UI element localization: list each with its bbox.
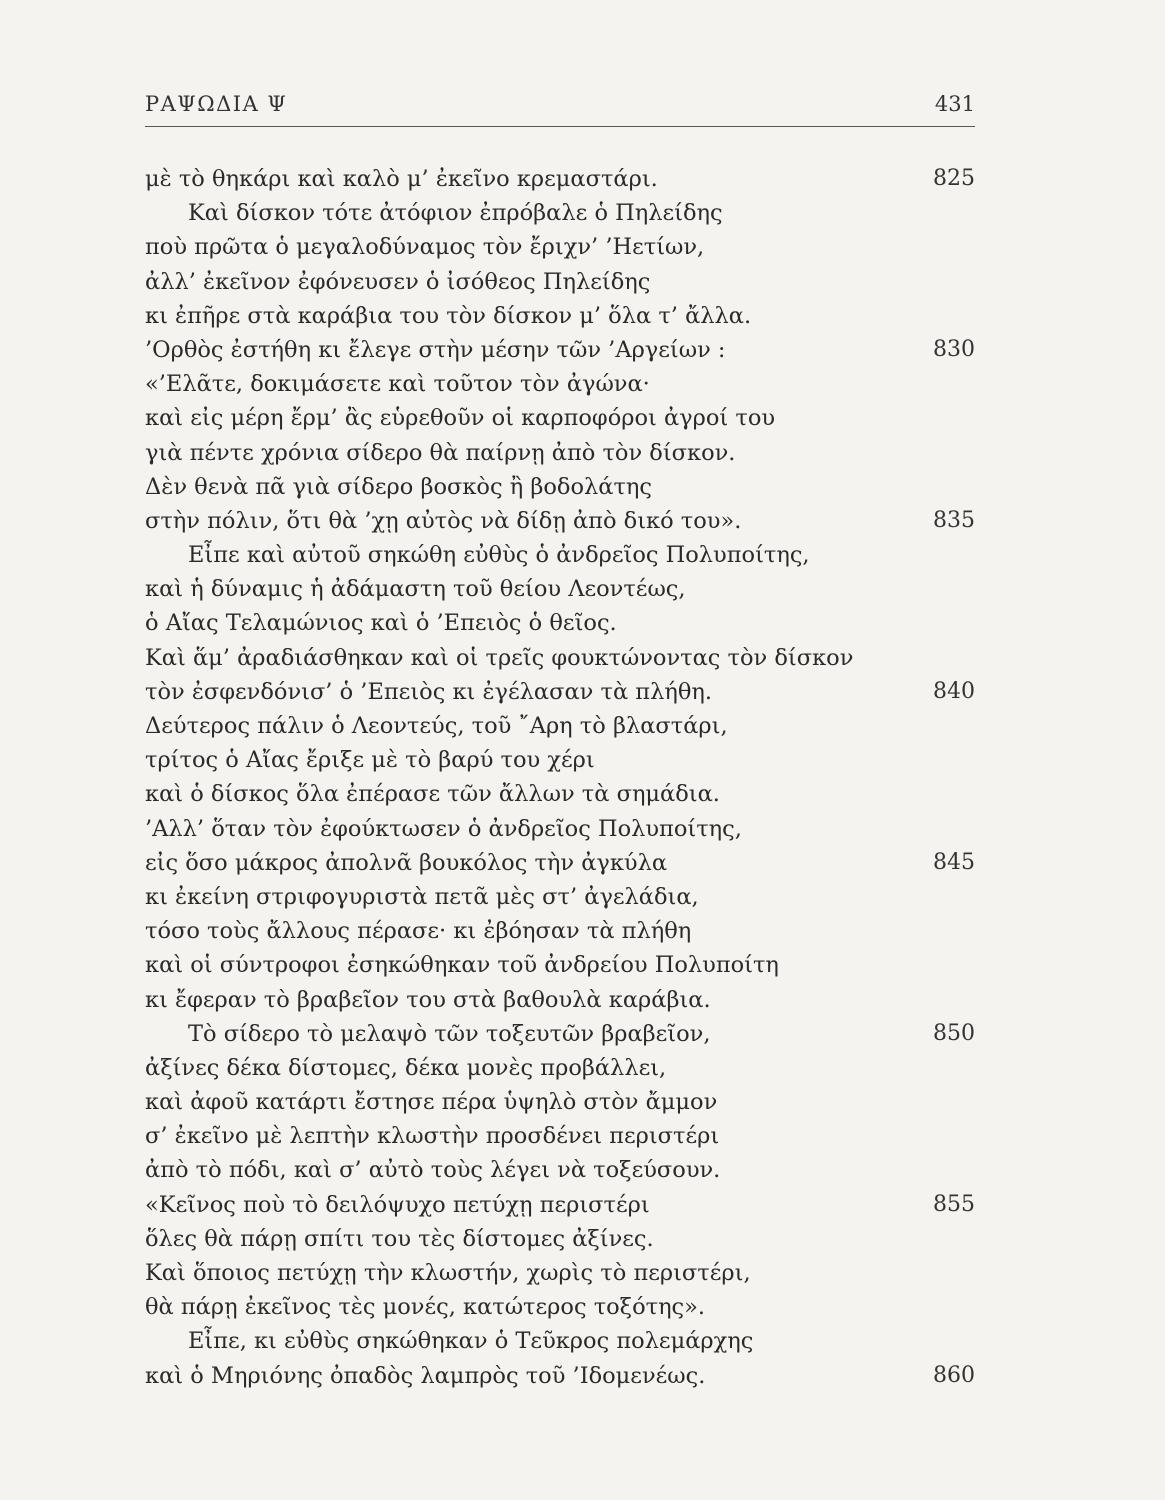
verse-line (145, 880, 975, 914)
verse-text: Τὸ σίδερο τὸ μελαψὸ τῶν τοξευτῶν βραβεῖον, (188, 1020, 711, 1047)
verse-text: τόσο τοὺς ἄλλους πέρασε· κι ἐβόησαν τὰ πλήθη (145, 918, 692, 945)
verse-text: καὶ οἱ σύντροφοι ἐσηκώθηκαν τοῦ ἀνδρείου Πολυποίτη (145, 952, 779, 979)
verse-text: ὅλες θὰ πάρῃ σπίτι του τὲς δίστομες ἀξίνες. (145, 1225, 654, 1252)
verse-line (145, 1085, 975, 1119)
verse-line (145, 1290, 975, 1324)
verse-line (145, 436, 975, 470)
verse-line (145, 538, 975, 572)
verse-line (145, 470, 975, 504)
verse-text: Δεύτερος πάλιν ὁ Λεοντεύς, τοῦ ῎Αρη τὸ βλαστάρι, (145, 713, 728, 739)
verse-text: ἀξίνες δέκα δίστομες, δέκα μονὲς προβάλλει, (145, 1054, 667, 1081)
verse-line (145, 606, 975, 640)
verse-line (145, 1222, 975, 1256)
verse-text: στὴν πόλιν, ὅτι θὰ ’χῃ αὐτὸς νὰ δίδῃ ἀπὸ δικό του». (145, 507, 742, 534)
verse-line (145, 299, 975, 333)
verse-line (145, 777, 975, 811)
line-number: 835 (933, 507, 975, 533)
verse-line (145, 504, 975, 538)
verse-line (145, 743, 975, 777)
verse-text: ποὺ πρῶτα ὁ μεγαλοδύναμος τὸν ἔριχν’ ’Ηετίων, (145, 234, 705, 261)
verse-line (145, 401, 975, 435)
verse-text: Εἶπε, κι εὐθὺς σηκώθηκαν ὁ Τεῦκρος πολεμάρχης (188, 1328, 754, 1355)
verse-text: Δὲν θενὰ πᾶ γιὰ σίδερο βοσκὸς ἢ βοδολάτης (145, 473, 652, 500)
verse-text: καὶ ὁ Μηριόνης ὀπαδὸς λαμπρὸς τοῦ ’Ιδομενέως. (145, 1362, 706, 1389)
line-number: 850 (933, 1020, 975, 1046)
verse-list (145, 162, 975, 1393)
verse-text: μὲ τὸ θηκάρι καὶ καλὸ μ’ ἐκεῖνο κρεμαστάρι. (145, 166, 658, 192)
verse-line (145, 846, 975, 880)
verse-text: καὶ ἡ δύναμις ἡ ἀδάμαστη τοῦ θείου Λεοντέως, (145, 576, 686, 603)
verse-text: ὁ Αἴας Τελαμώνιος καὶ ὁ ’Επειὸς ὁ θεῖος. (145, 610, 617, 637)
verse-line (145, 196, 975, 230)
chapter-title: ΡΑΨΩΔΙΑ Ψ (145, 92, 288, 116)
verse-line (145, 1324, 975, 1358)
verse-text: καὶ εἰς μέρη ἔρμ’ ἂς εὑρεθοῦν οἱ καρποφόροι ἀγροί του (145, 405, 776, 432)
verse-line (145, 812, 975, 846)
verse-line (145, 162, 975, 196)
verse-line (145, 1188, 975, 1222)
line-number: 830 (933, 336, 975, 362)
line-number: 855 (933, 1191, 975, 1217)
verse-line (145, 675, 975, 709)
verse-text: εἰς ὅσο μάκρος ἀπολνᾶ βουκόλος τὴν ἀγκύλα (145, 849, 668, 876)
verse-text: τὸν ἐσφενδόνισ’ ὁ ’Επειὸς κι ἐγέλασαν τὰ πλήθη. (145, 678, 712, 705)
verse-line (145, 572, 975, 606)
verse-text: Καὶ ἅμ’ ἀραδιάσθηκαν καὶ οἱ τρεῖς φουκτώνοντας τὸν δίσκον (145, 644, 854, 671)
verse-line (145, 265, 975, 299)
verse-text: κι ἐπῆρε στὰ καράβια του τὸν δίσκον μ’ ὅλα τ’ ἄλλα. (145, 302, 752, 329)
running-header (145, 90, 975, 124)
verse-text: θὰ πάρῃ ἐκεῖνος τὲς μονές, κατώτερος τοξότης». (145, 1294, 706, 1321)
line-number: 860 (933, 1362, 975, 1388)
verse-text: ἀλλ’ ἐκεῖνον ἐφόνευσεν ὁ ἰσόθεος Πηλείδης (145, 268, 651, 295)
verse-line (145, 1119, 975, 1153)
verse-line (145, 948, 975, 982)
verse-text: «Κεῖνος ποὺ τὸ δειλόψυχο πετύχῃ περιστέρι (145, 1191, 650, 1218)
verse-text: Εἶπε καὶ αὐτοῦ σηκώθη εὐθὺς ὁ ἀνδρεῖος Πολυποίτης, (188, 542, 810, 569)
verse-text: Καὶ δίσκον τότε ἀτόφιον ἐπρόβαλε ὁ Πηλείδης (188, 200, 723, 227)
verse-text: ’Ορθὸς ἐστήθη κι ἔλεγε στὴν μέσην τῶν ’Αργείων : (145, 336, 726, 363)
verse-text: τρίτος ὁ Αἴας ἔριξε μὲ τὸ βαρύ του χέρι (145, 747, 595, 774)
verse-line (145, 983, 975, 1017)
verse-text: ἀπὸ τὸ πόδι, καὶ σ’ αὐτὸ τοὺς λέγει νὰ τοξεύσουν. (145, 1157, 721, 1184)
line-number: 840 (933, 678, 975, 704)
line-number: 845 (933, 849, 975, 875)
verse-line (145, 1153, 975, 1187)
verse-line (145, 641, 975, 675)
verse-text: καὶ ἀφοῦ κατάρτι ἔστησε πέρα ὑψηλὸ στὸν ἄμμον (145, 1089, 718, 1116)
verse-text: κι ἐκείνη στριφογυριστὰ πετᾶ μὲς στ’ ἀγελάδια, (145, 883, 699, 910)
header-divider (145, 126, 975, 127)
verse-line (145, 333, 975, 367)
verse-text: σ’ ἐκεῖνο μὲ λεπτὴν κλωστὴν προσδένει περιστέρι (145, 1123, 720, 1150)
verse-text: «’Ελᾶτε, δοκιμάσετε καὶ τοῦτον τὸν ἀγώνα· (145, 371, 650, 398)
verse-text: ’Αλλ’ ὅταν τὸν ἐφούκτωσεν ὁ ἀνδρεῖος Πολυποίτης, (145, 815, 742, 842)
verse-text: Καὶ ὅποιος πετύχῃ τὴν κλωστήν, χωρὶς τὸ περιστέρι, (145, 1260, 751, 1286)
verse-text: κι ἔφεραν τὸ βραβεῖον του στὰ βαθουλὰ καράβια. (145, 986, 711, 1013)
verse-text: γιὰ πέντε χρόνια σίδερο θὰ παίρνῃ ἀπὸ τὸν δίσκον. (145, 439, 736, 466)
verse-text: καὶ ὁ δίσκος ὅλα ἐπέρασε τῶν ἄλλων τὰ σημάδια. (145, 781, 720, 808)
verse-line (145, 1017, 975, 1051)
verse-line (145, 367, 975, 401)
verse-line (145, 914, 975, 948)
verse-line (145, 1359, 975, 1393)
page-number: 431 (934, 92, 975, 116)
verse-line (145, 1256, 975, 1290)
verse-line (145, 1051, 975, 1085)
verse-line (145, 709, 975, 743)
line-number: 825 (933, 166, 975, 191)
verse-line (145, 230, 975, 264)
